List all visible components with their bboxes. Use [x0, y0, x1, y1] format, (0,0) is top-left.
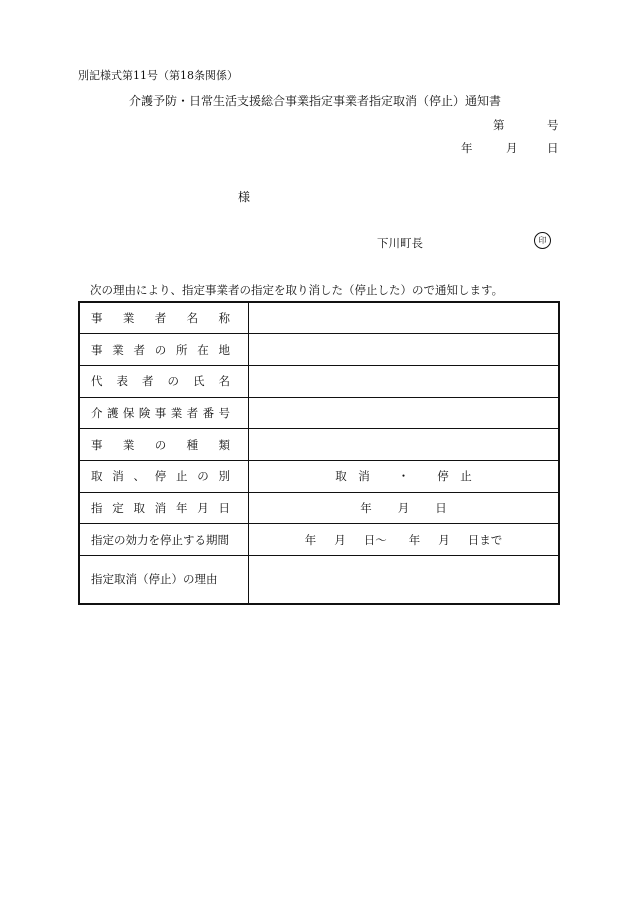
- table-row: [79, 334, 559, 366]
- separator-dot: ・: [397, 469, 410, 484]
- number-suffix: 号: [547, 118, 559, 132]
- business-name-field[interactable]: [249, 302, 560, 334]
- business-type-field[interactable]: [249, 429, 560, 461]
- form-label: 別記様式第11号（第18条関係）: [78, 69, 238, 82]
- cancel-date-field[interactable]: 年 月 日: [249, 492, 560, 524]
- number-prefix: 第: [493, 118, 505, 132]
- table-row: [79, 492, 559, 524]
- addressee-suffix: 様: [238, 190, 251, 204]
- table-row: [79, 397, 559, 429]
- document-title: 介護予防・日常生活支援総合事業指定事業者指定取消（停止）通知書: [128, 94, 501, 108]
- business-address-field[interactable]: [249, 334, 560, 366]
- provider-number-field[interactable]: [249, 397, 560, 429]
- reason-field[interactable]: [249, 556, 560, 604]
- table-row: [79, 556, 559, 604]
- row-label: 介 護 保 険 事 業 者 番 号: [79, 397, 249, 429]
- row-label: 事 業 者 名 称: [79, 302, 249, 334]
- option-cancel[interactable]: 取 消: [335, 469, 370, 484]
- row-label: 指定の効力を停止する期間: [79, 524, 249, 556]
- row-label: 取 消 、 停 止 の 別: [79, 460, 249, 492]
- form-table: [78, 301, 560, 605]
- representative-name-field[interactable]: [249, 365, 560, 397]
- row-label: 事 業 者 の 所 在 地: [79, 334, 249, 366]
- cancel-or-suspend-field[interactable]: [249, 460, 560, 492]
- table-row: [79, 460, 559, 492]
- row-label: 指 定 取 消 年 月 日: [79, 492, 249, 524]
- notice-text: 次の理由により、指定事業者の指定を取り消した（停止した）ので通知します。: [90, 283, 504, 297]
- date-day: 日: [547, 141, 559, 155]
- table-row: [79, 365, 559, 397]
- row-label: 指定取消（停止）の理由: [79, 556, 249, 604]
- table-row: [79, 302, 559, 334]
- suspension-period-field[interactable]: 年 月 日～ 年 月 日まで: [249, 524, 560, 556]
- date-year: 年: [461, 141, 473, 155]
- date-month: 月: [506, 141, 518, 155]
- issuer-name: 下川町長: [377, 236, 423, 250]
- table-row: [79, 524, 559, 556]
- seal-mark: 印: [534, 232, 551, 249]
- option-suspend[interactable]: 停 止: [437, 469, 472, 484]
- row-label: 事 業 の 種 類: [79, 429, 249, 461]
- table-row: [79, 429, 559, 461]
- row-label: 代 表 者 の 氏 名: [79, 365, 249, 397]
